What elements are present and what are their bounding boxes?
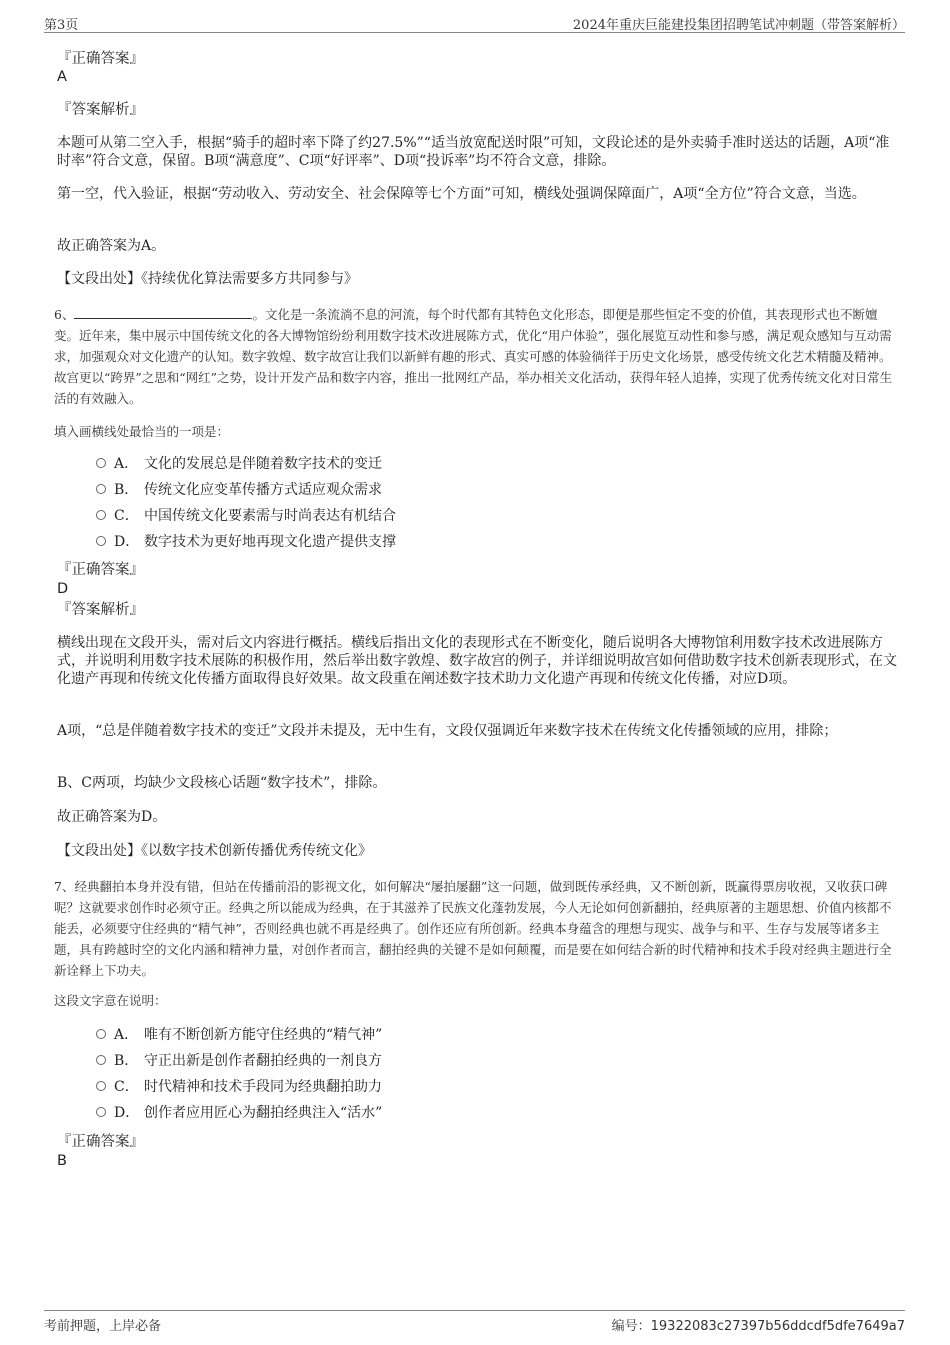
q6-number: 6、	[54, 307, 75, 322]
q6-source: 【文段出处】《以数字技术创新传播优秀传统文化》	[57, 843, 372, 859]
q5-analysis-p2: 第一空，代入验证，根据“劳动收入、劳动安全、社会保障等七个方面”可知，横线处强调保障面广，A项“全方位”符合文意，当选。	[57, 186, 866, 202]
page-footer	[44, 1310, 905, 1334]
q6-option-d[interactable]: D． 数字技术为更好地再现文化遗产提供支撑	[96, 533, 396, 551]
q6-analysis-p2: A项，“总是伴随着数字技术的变迁”文段并未提及，无中生有，文段仅强调近年来数字技术在传统文化传播领域的应用，排除；	[57, 723, 838, 739]
radio-icon[interactable]	[96, 1055, 106, 1065]
q7-answer: B	[57, 1153, 67, 1169]
q7-stem: 7、经典翻拍本身并没有错，但站在传播前沿的影视文化，如何解决“屡拍屡翻”这一问题，做到既传承经典，又不断创新，既赢得票房收视，又收获口碑呢？这就要求创作时必须守正。经典之所以能成为经典，在于其滋养了民族文化蓬勃发展，今人无论如何创新翻拍，经典原著的主题思想、价值内核都不能丢，必须要守住经典的“精气神”，否则经典也就不再是经典了。创作还应有所创新。经典本身蕴含的理想与现实、战争与和平、生存与发展等诸多主题，具有跨越时空的文化内涵和精神力量，对创作者而言，翻拍经典的关键不是如何颠覆，而是要在如何结合新的时代精神和技术手段对经典主题进行全新诠释上下功夫。	[54, 879, 892, 978]
page-number: 第3页	[44, 18, 79, 33]
q6-answer-label: 『正确答案』	[57, 562, 144, 578]
q6-prompt: 填入画横线处最恰当的一项是：	[54, 424, 230, 439]
code-label: 编号：	[611, 1319, 651, 1334]
q7-option-c[interactable]: C． 时代精神和技术手段同为经典翻拍助力	[96, 1078, 382, 1096]
code-value: 19322083c27397b56ddcdf5dfe7649a7	[650, 1319, 905, 1334]
q7-option-d[interactable]: D． 创作者应用匠心为翻拍经典注入“活水”	[96, 1104, 382, 1122]
radio-icon[interactable]	[96, 1081, 106, 1091]
q6-option-a[interactable]: A． 文化的发展总是伴随着数字技术的变迁	[96, 455, 382, 473]
q6-text: 。文化是一条流淌不息的河流，每个时代都有其特色文化形态，即便是那些恒定不变的价值，其表现形式也不断嬗变。近年来，集中展示中国传统文化的各大博物馆纷纷利用数字技术改进展陈方式，优化“用户体验”，强化展览互动性和参与感，满足观众感知与互动需求，加强观众对文化遗产的认知。数字敦煌、数字故宫让我们以新鲜有趣的形式、真实可感的体验徜徉于历史文化场景，感受传统文化艺术精髓及精神。故宫更以“跨界”之思和“网红”之势，设计开发产品和数字内容，推出一批网红产品，举办相关文化活动，获得年轻人追捧，实现了优秀传统文化对日常生活的有效融入。	[54, 307, 893, 406]
radio-icon[interactable]	[96, 458, 106, 468]
page-header	[44, 12, 905, 33]
radio-icon[interactable]	[96, 1107, 106, 1117]
q6-option-c[interactable]: C． 中国传统文化要素需与时尚表达有机结合	[96, 507, 396, 525]
q6-stem	[54, 304, 898, 409]
q6-analysis-label: 『答案解析』	[57, 602, 144, 618]
radio-icon[interactable]	[96, 536, 106, 546]
q7-prompt: 这段文字意在说明：	[54, 993, 167, 1008]
footer-slogan: 考前押题，上岸必备	[44, 1319, 162, 1334]
q5-answer-label: 『正确答案』	[57, 51, 144, 67]
q6-blank	[74, 306, 252, 319]
q5-answer: A	[57, 69, 67, 85]
q5-analysis-label: 『答案解析』	[57, 102, 144, 118]
q5-analysis-p1: 本题可从第二空入手，根据“骑手的超时率下降了约27.5%”“适当放宽配送时限”可知，文段论述的是外卖骑手准时送达的话题，A项“准时率”符合文意，保留。B项“满意度”、C项“好评率”、D项“投诉率”均不符合文意，排除。	[57, 135, 890, 169]
q6-answer: D	[57, 581, 69, 597]
q7-answer-label: 『正确答案』	[57, 1134, 144, 1150]
q7-option-b[interactable]: B． 守正出新是创作者翻拍经典的一剂良方	[96, 1052, 382, 1070]
radio-icon[interactable]	[96, 484, 106, 494]
q6-analysis-p1: 横线出现在文段开头，需对后文内容进行概括。横线后指出文化的表现形式在不断变化，随后说明各大博物馆利用数字技术改进展陈方式，并说明利用数字技术展陈的积极作用，然后举出数字敦煌、数字故宫的例子，并详细说明故宫如何借助数字技术创新表现形式，在文化遗产再现和传统文化传播方面取得良好效果。故文段重在阐述数字技术助力文化遗产再现和传统文化传播，对应D项。	[57, 635, 897, 687]
document-title: 2024年重庆巨能建投集团招聘笔试冲刺题（带答案解析）	[572, 18, 905, 33]
q5-source: 【文段出处】《持续优化算法需要多方共同参与》	[57, 271, 358, 287]
radio-icon[interactable]	[96, 510, 106, 520]
q6-option-b[interactable]: B． 传统文化应变革传播方式适应观众需求	[96, 481, 382, 499]
radio-icon[interactable]	[96, 1029, 106, 1039]
q7-option-a[interactable]: A． 唯有不断创新方能守住经典的“精气神”	[96, 1026, 382, 1044]
q6-analysis-p3: B、C两项，均缺少文段核心话题“数字技术”，排除。	[57, 775, 387, 791]
q6-analysis-p4: 故正确答案为D。	[57, 809, 167, 825]
q5-analysis-p3: 故正确答案为A。	[57, 238, 166, 254]
document-code	[612, 1315, 905, 1334]
